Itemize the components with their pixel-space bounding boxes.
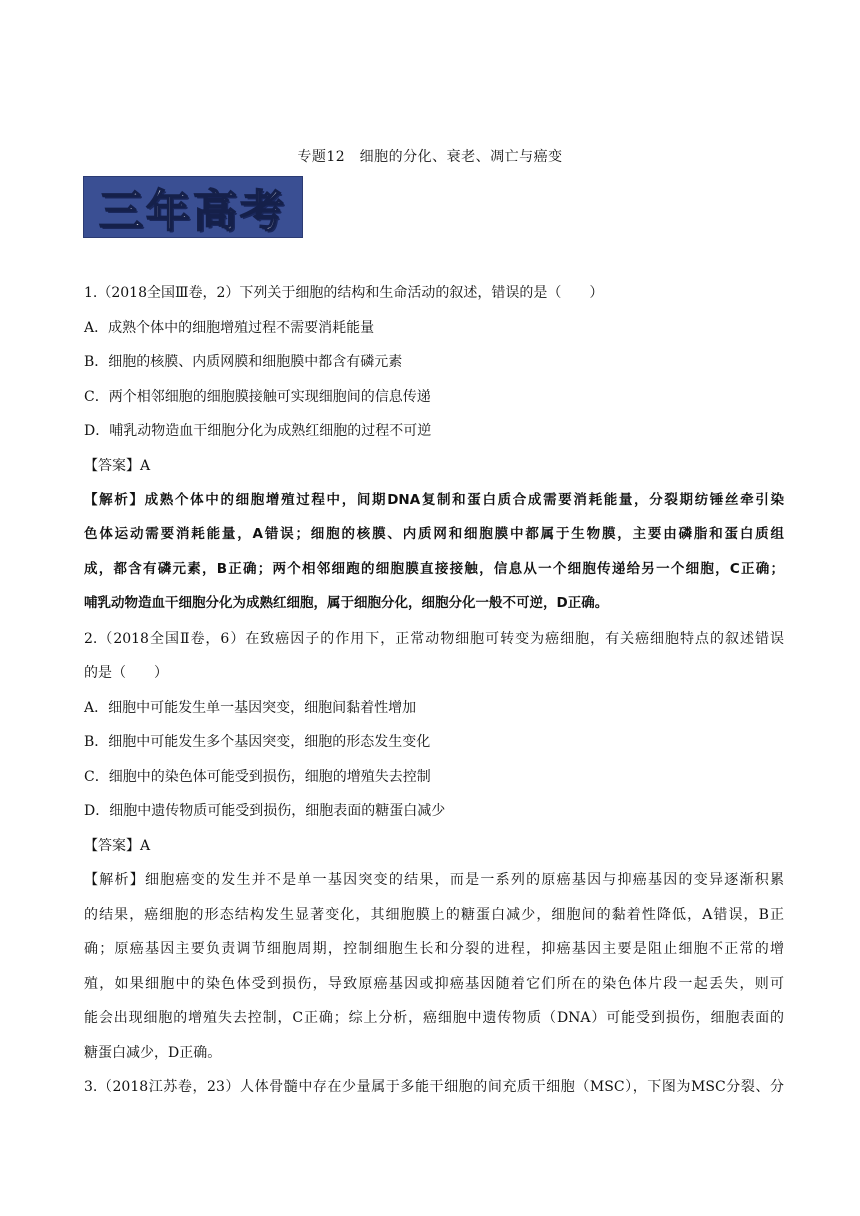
question-1-option-b: B．细胞的核膜、内质网膜和细胞膜中都含有磷元素	[84, 354, 403, 370]
page-title: 专题12 细胞的分化、衰老、凋亡与癌变	[297, 149, 563, 165]
question-2-answer: 【答案】A	[84, 838, 151, 854]
question-1-option-c: C．两个相邻细胞的细胞膜接触可实现细胞间的信息传递	[84, 389, 431, 405]
question-1-stem: 1.（2018全国Ⅲ卷，2）下列关于细胞的结构和生命活动的叙述，错误的是（ ）	[84, 285, 604, 301]
question-2-option-d: D．细胞中遗传物质可能受到损伤，细胞表面的糖蛋白减少	[84, 803, 446, 819]
question-2-stem-cont: 的是（ ）	[84, 665, 168, 681]
question-2-analysis-line: 殖，如果细胞中的染色体受到损伤，导致原癌基因或抑癌基因随着它们所在的染色体片段一起丢失，则可	[84, 976, 784, 992]
question-1-analysis-line: 【解析】成熟个体中的细胞增殖过程中，间期DNA复制和蛋白质合成需要消耗能量，分裂期纺锤丝牵引染	[84, 492, 784, 508]
question-2-stem: 2.（2018全国Ⅱ卷，6）在致癌因子的作用下，正常动物细胞可转变为癌细胞，有关癌细胞特点的叙述错误	[84, 631, 784, 647]
question-1-option-a: A．成熟个体中的细胞增殖过程不需要消耗能量	[84, 320, 375, 336]
question-2-option-a: A．细胞中可能发生单一基因突变，细胞间黏着性增加	[84, 700, 417, 716]
section-banner	[83, 176, 303, 238]
question-1-analysis-line: 哺乳动物造血干细胞分化为成熟红细胞，属于细胞分化，细胞分化一般不可逆，D正确。	[84, 595, 609, 611]
question-2-option-c: C．细胞中的染色体可能受到损伤，细胞的增殖失去控制	[84, 769, 431, 785]
question-2-analysis-line: 糖蛋白减少，D正确。	[84, 1045, 222, 1061]
question-1-answer: 【答案】A	[84, 458, 151, 474]
question-1-option-d: D．哺乳动物造血干细胞分化为成熟红细胞的过程不可逆	[84, 423, 432, 439]
question-1-analysis-line: 色体运动需要消耗能量，A错误；细胞的核膜、内质网和细胞膜中都属于生物膜，主要由磷脂和蛋白质组	[84, 526, 784, 542]
question-2-analysis-line: 【解析】细胞癌变的发生并不是单一基因突变的结果，而是一系列的原癌基因与抑癌基因的变异逐渐积累	[84, 872, 784, 888]
question-2-analysis-line: 能会出现细胞的增殖失去控制，C正确；综上分析，癌细胞中遗传物质（DNA）可能受到损伤，细胞表面的	[84, 1010, 784, 1026]
banner-text: 三年高考	[99, 186, 287, 237]
question-2-option-b: B．细胞中可能发生多个基因突变，细胞的形态发生变化	[84, 734, 431, 750]
question-2-analysis-line: 确；原癌基因主要负责调节细胞周期，控制细胞生长和分裂的进程，抑癌基因主要是阻止细胞不正常的增	[84, 941, 784, 957]
question-3-stem: 3.（2018江苏卷，23）人体骨髓中存在少量属于多能干细胞的间充质干细胞（MSC），下图为MSC分裂、分	[84, 1079, 784, 1095]
question-1-analysis-line: 成，都含有磷元素，B正确；两个相邻细跑的细胞膜直接接触，信息从一个细胞传递给另一个细胞，C正确；	[84, 561, 784, 577]
question-2-analysis-line: 的结果，癌细胞的形态结构发生显著变化，其细胞膜上的糖蛋白减少，细胞间的黏着性降低，A错误，B正	[84, 907, 784, 923]
